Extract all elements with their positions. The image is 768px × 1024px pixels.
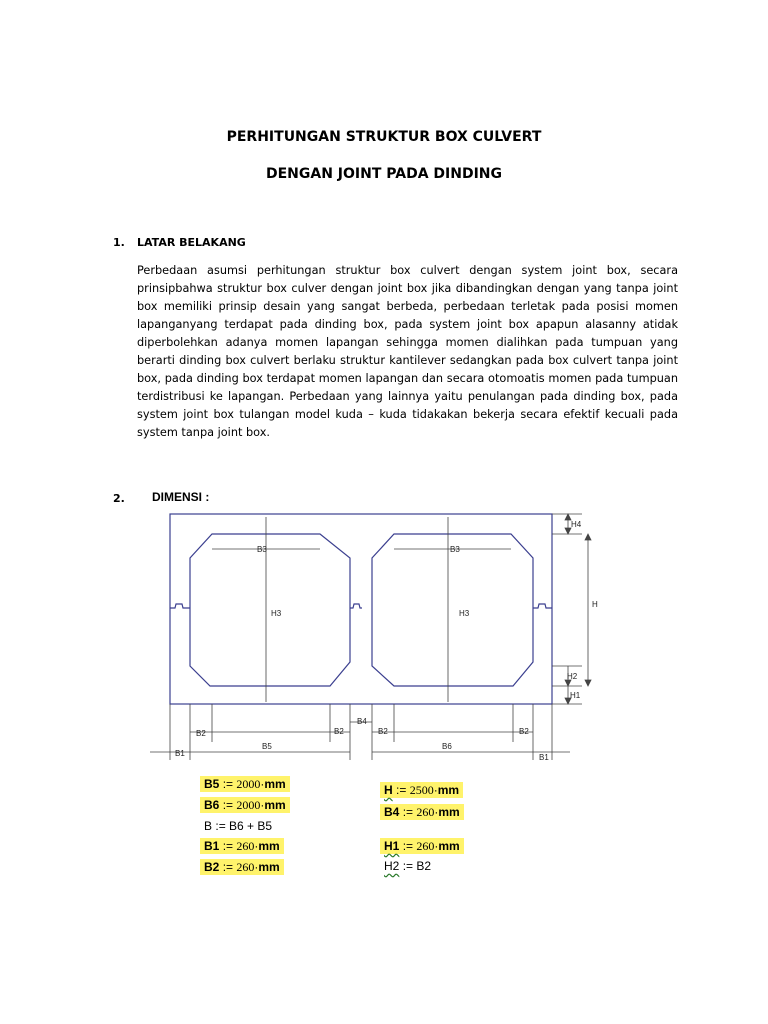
label-h3-left: H3 <box>271 609 282 618</box>
label-b3-right: B3 <box>450 545 460 554</box>
label-b2-3: B2 <box>378 727 388 736</box>
document-title-line1: PERHITUNGAN STRUKTUR BOX CULVERT <box>226 129 542 145</box>
label-b1-right: B1 <box>539 753 549 762</box>
label-b2-4: B2 <box>519 727 529 736</box>
right-cell <box>372 534 533 686</box>
section1-title: LATAR BELAKANG <box>137 236 246 249</box>
joint-middle <box>350 604 362 608</box>
label-b5: B5 <box>262 742 272 751</box>
section2-title: DIMENSI : <box>152 490 210 504</box>
joint-left <box>170 604 190 608</box>
equation-b5: B5 := 2000·mm <box>200 776 290 792</box>
label-b2-1: B2 <box>196 729 206 738</box>
document-title-line2: DENGAN JOINT PADA DINDING <box>265 166 502 182</box>
equation-h1: H1 := 260·mm <box>380 838 464 854</box>
culvert-outline <box>170 514 552 704</box>
equation-b1: B1 := 260·mm <box>200 838 284 854</box>
label-b4: B4 <box>357 717 367 726</box>
equation-h2: H2 := B2 <box>384 859 432 873</box>
section1-paragraph: Perbedaan asumsi perhitungan struktur box culvert dengan system joint box, secara prinsipbahwa struktur box culver dengan joint box jika dibandingkan dengan yang tanpa joint box memiliki prinsip desain yang sangat berbeda, perbedaan terletak pada posisi momen lapanganyang terdapat pada dinding box, pada system joint box apapun alasanny atidak diperbolehkan adanya momen lapangan sehingga momen dialihkan pada tumpuan yang berarti dinding box culvert berlaku struktur kantilever sedangkan pada box culvert tanpa joint box, pada dinding box terdapat momen lapangan dan secara otomoatis momen pada tumpuan terdistribusi ke lapangan. Perbedaan yang lainnya yaitu penulangan pada dinding box, pada system joint box tulangan model kuda – kuda tidakakan bekerja secara efektif kecuali pada system tanpa joint box. <box>137 264 678 439</box>
section1-number: 1. <box>113 236 125 249</box>
label-h3-right: H3 <box>459 609 470 618</box>
label-b3-left: B3 <box>257 545 267 554</box>
equation-b4: B4 := 260·mm <box>380 804 464 820</box>
equation-b2: B2 := 260·mm <box>200 859 284 875</box>
label-h4: H4 <box>571 520 582 529</box>
label-h: H <box>592 600 598 609</box>
label-h2: H2 <box>567 672 578 681</box>
section2-number: 2. <box>113 492 125 505</box>
label-b2-2: B2 <box>334 727 344 736</box>
left-cell <box>190 534 350 686</box>
equation-b: B := B6 + B5 <box>204 819 273 833</box>
label-b6: B6 <box>442 742 452 751</box>
label-h1: H1 <box>570 691 581 700</box>
equation-h: H := 2500·mm <box>380 782 463 798</box>
equation-b6: B6 := 2000·mm <box>200 797 290 813</box>
joint-right <box>533 604 552 608</box>
label-b1-left: B1 <box>175 749 185 758</box>
